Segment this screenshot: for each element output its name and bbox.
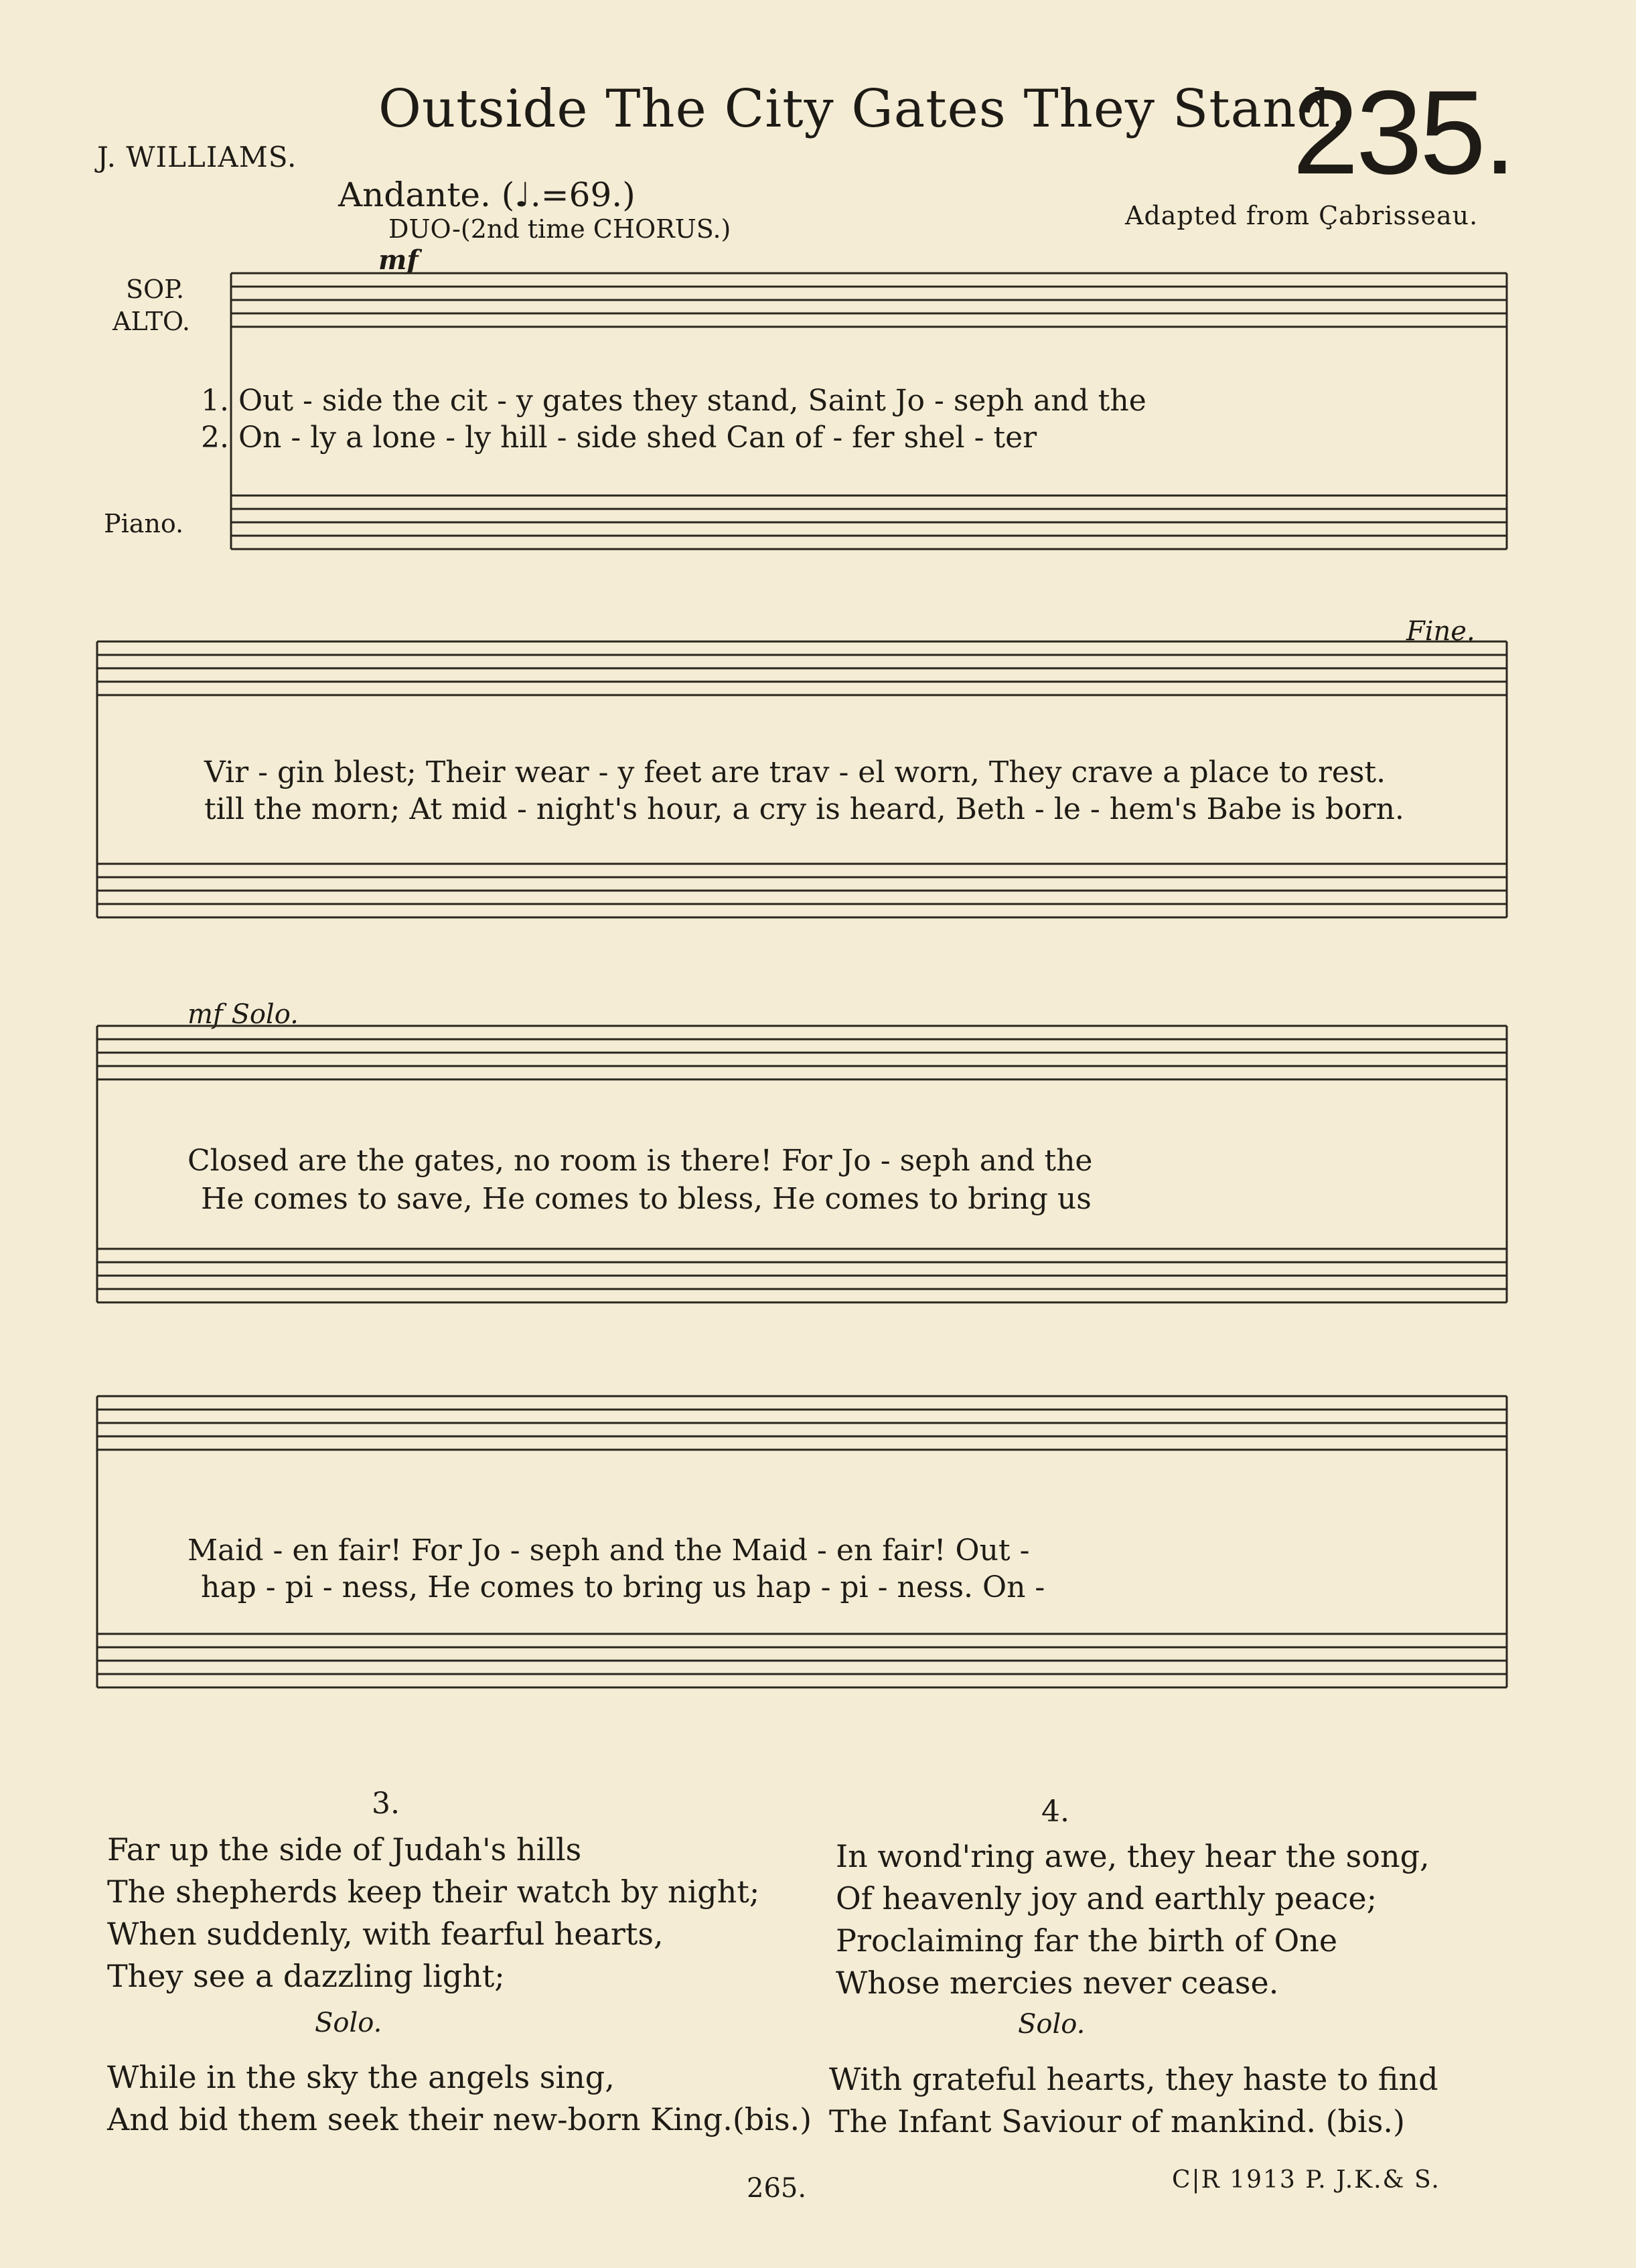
system2-verse1-lyrics: Vir - gin blest; Their wear - y feet are trav - el worn, They crave a place to rest.	[204, 755, 1386, 789]
composer: J. WILLIAMS.	[97, 141, 297, 173]
verse3-line2: The shepherds keep their watch by night;	[107, 1874, 760, 1910]
verse3-line3: When suddenly, with fearful hearts,	[107, 1916, 664, 1952]
system4-verse1-lyrics: Maid - en fair! For Jo - seph and the Maid - en fair! Out -	[188, 1533, 1030, 1568]
system3-verse2-lyrics: He comes to save, He comes to bless, He comes to bring us	[201, 1182, 1092, 1216]
verse4-number: 4.	[1041, 1795, 1069, 1829]
verse3-line4: They see a dazzling light;	[107, 1958, 505, 1994]
system1-verse1-lyrics: 1. Out - side the cit - y gates they stand, Saint Jo - seph and the	[201, 384, 1146, 418]
system3-verse1-lyrics: Closed are the gates, no room is there! For Jo - seph and the	[188, 1144, 1093, 1178]
verse3-solo-label: Solo.	[315, 2008, 382, 2038]
verse4-solo-label: Solo.	[1018, 2009, 1086, 2040]
verse4-solo-line2: The Infant Saviour of mankind. (bis.)	[829, 2103, 1405, 2139]
fine-marking: Fine.	[1406, 616, 1475, 647]
piano-label: Piano.	[104, 509, 184, 538]
mf-marking: mf	[378, 244, 419, 276]
verse4-solo-line1: With grateful hearts, they haste to find	[829, 2061, 1438, 2097]
verse4-line4: Whose mercies never cease.	[836, 1965, 1279, 2001]
mf-solo-marking: mf Solo.	[188, 999, 299, 1030]
system4-verse2-lyrics: hap - pi - ness, He comes to bring us hap - pi - ness. On -	[201, 1570, 1045, 1604]
verse3-number: 3.	[372, 1787, 400, 1821]
duo-note: DUO-(2nd time CHORUS.)	[388, 214, 731, 244]
tempo-marking: Andante. (♩.=69.)	[338, 175, 636, 214]
verse3-solo-line1: While in the sky the angels sing,	[107, 2059, 615, 2095]
hymn-number: 235.	[1292, 66, 1514, 199]
sop-label: SOP.	[126, 275, 185, 304]
arranger: Adapted from Çabrisseau.	[1125, 201, 1479, 230]
verse3-solo-line2: And bid them seek their new-born King.(bis.)	[107, 2101, 812, 2137]
hymn-title: Outside The City Gates They Stand.	[378, 79, 1349, 139]
verse4-line1: In wond'ring awe, they hear the song,	[836, 1838, 1430, 1874]
verse3-line1: Far up the side of Judah's hills	[107, 1831, 582, 1868]
page-number: 265.	[747, 2173, 807, 2204]
copyright: C|R 1913 P. J.K.& S.	[1172, 2166, 1440, 2194]
verse4-line2: Of heavenly joy and earthly peace;	[836, 1880, 1378, 1916]
system2-verse2-lyrics: till the morn; At mid - night's hour, a cry is heard, Beth - le - hem's Babe is born.	[204, 792, 1404, 826]
verse4-line3: Proclaiming far the birth of One	[836, 1922, 1338, 1959]
alto-label: ALTO.	[113, 307, 190, 336]
system1-verse2-lyrics: 2. On - ly a lone - ly hill - side shed Can of - fer shel - ter	[201, 421, 1037, 455]
